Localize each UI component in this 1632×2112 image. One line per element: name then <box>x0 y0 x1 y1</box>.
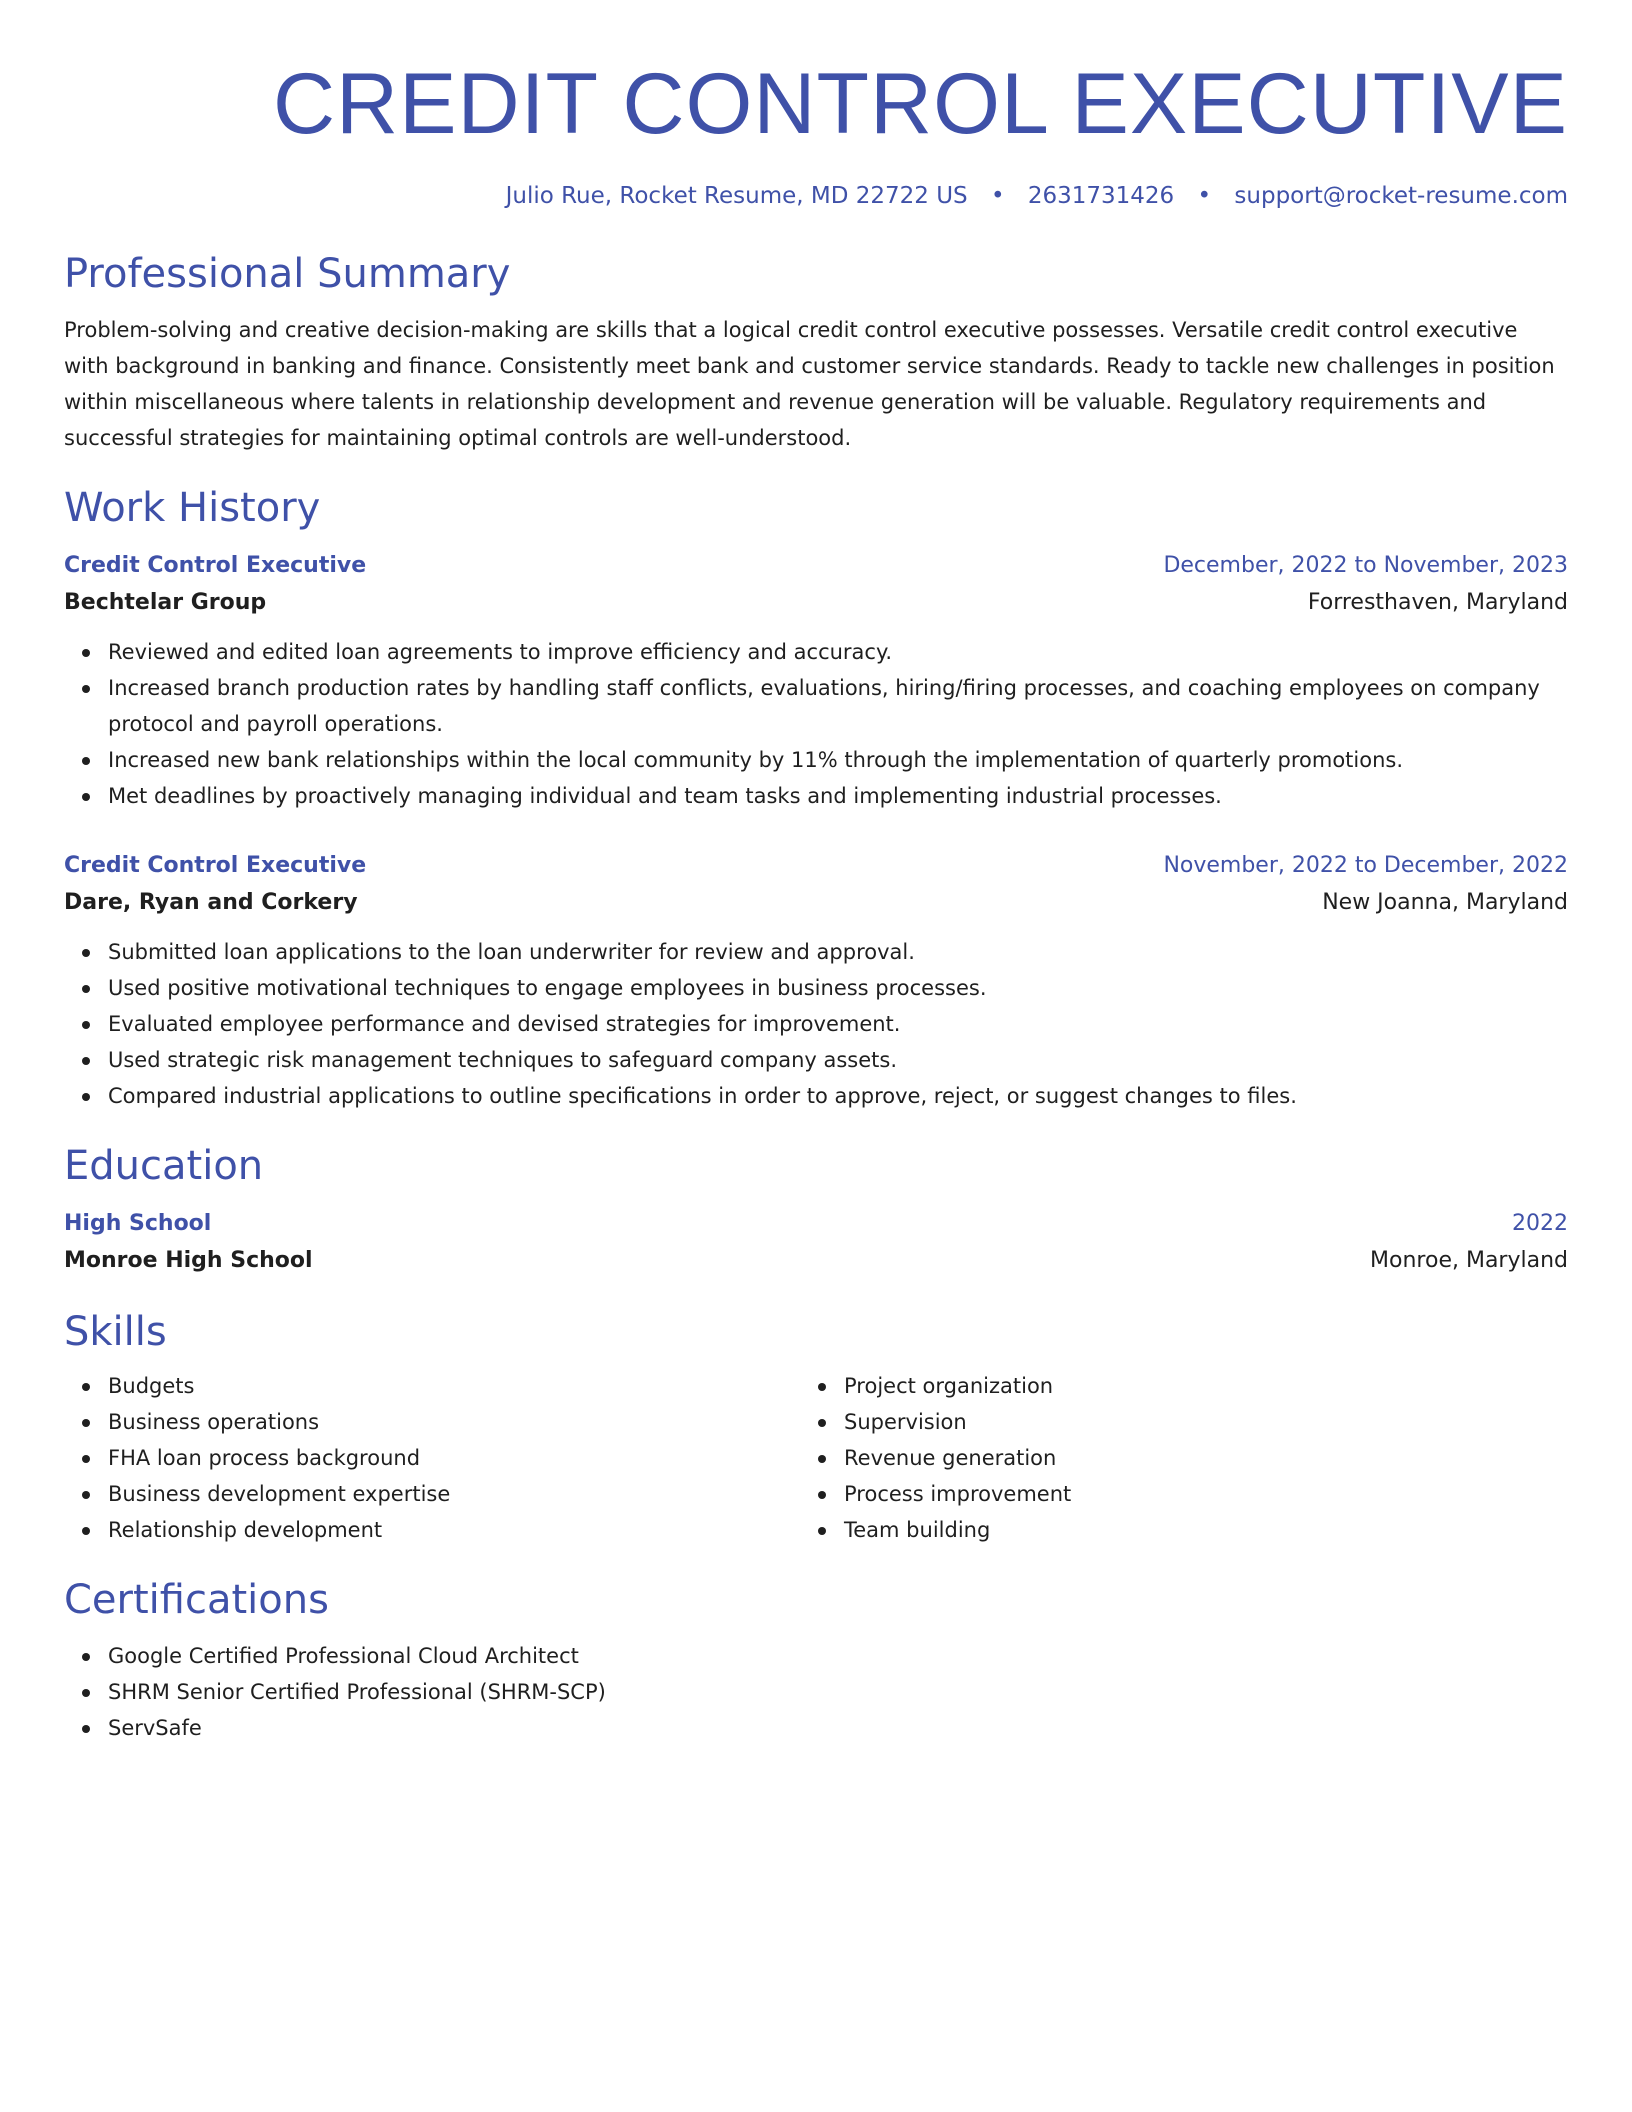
certifications-section <box>64 1574 1568 1746</box>
job-bullets <box>64 634 1568 814</box>
certifications-list <box>64 1638 1568 1746</box>
job-company-row <box>64 584 1568 622</box>
certification-item: Google Certified Professional Cloud Architect <box>108 1638 1568 1674</box>
job-bullet: Compared industrial applications to outline specifications in order to approve, reject, or suggest changes to files. <box>108 1078 1568 1114</box>
skills-list-right <box>800 1368 1536 1548</box>
job-entry <box>64 548 1568 814</box>
work-history-section <box>64 482 1568 1114</box>
resume-header <box>64 52 1568 212</box>
job-entry <box>64 848 1568 1114</box>
skill-item: Project organization <box>844 1368 1536 1404</box>
skill-item: FHA loan process background <box>108 1440 800 1476</box>
skill-item: Budgets <box>108 1368 800 1404</box>
section-heading-work: Work History <box>64 485 321 531</box>
skill-item: Business operations <box>108 1404 800 1440</box>
job-dates: December, 2022 to November, 2023 <box>1163 553 1568 578</box>
job-bullet: Increased branch production rates by handling staff conflicts, evaluations, hiring/firing processes, and coaching employees on company protocol and payroll operations. <box>108 670 1568 742</box>
section-heading-skills: Skills <box>64 1309 167 1355</box>
section-heading-summary: Professional Summary <box>64 251 511 297</box>
job-bullet: Evaluated employee performance and devised strategies for improvement. <box>108 1006 1568 1042</box>
education-year: 2022 <box>1512 1211 1568 1236</box>
contact-separator: • <box>1197 183 1212 209</box>
page-title: CREDIT CONTROL EXECUTIVE <box>272 56 1568 152</box>
contact-line <box>64 180 1568 212</box>
section-heading-education: Education <box>64 1143 264 1189</box>
job-role: Credit Control Executive <box>64 553 367 578</box>
job-role: Credit Control Executive <box>64 853 367 878</box>
education-entry <box>64 1206 1568 1280</box>
certification-item: SHRM Senior Certified Professional (SHRM-SCP) <box>108 1674 1568 1710</box>
skill-item: Supervision <box>844 1404 1536 1440</box>
job-company: Bechtelar Group <box>64 590 267 615</box>
job-title-row <box>64 548 1568 584</box>
skill-item: Relationship development <box>108 1512 800 1548</box>
skill-item: Team building <box>844 1512 1536 1548</box>
job-bullet: Used positive motivational techniques to engage employees in business processes. <box>108 970 1568 1006</box>
summary-section <box>64 248 1568 456</box>
job-bullet: Reviewed and edited loan agreements to improve efficiency and accuracy. <box>108 634 1568 670</box>
job-bullet: Submitted loan applications to the loan underwriter for review and approval. <box>108 934 1568 970</box>
education-school-row <box>64 1242 1568 1280</box>
contact-phone: 2631731426 <box>1027 183 1175 209</box>
skills-section <box>64 1306 1568 1548</box>
section-heading-certifications: Certifications <box>64 1577 329 1623</box>
job-bullet: Met deadlines by proactively managing individual and team tasks and implementing industrial processes. <box>108 778 1568 814</box>
job-location: Forresthaven, Maryland <box>1307 590 1568 615</box>
summary-text: Problem-solving and creative decision-making are skills that a logical credit control executive possesses. Versatile credit control executive with background in banking and finance. Consistently meet bank and customer service standards. Ready to tackle new challenges in position within miscellaneous where talents in relationship development and revenue generation will be valuable. Regulatory requirements and successful strategies for maintaining optimal controls are well-understood. <box>64 318 1555 450</box>
skill-item: Business development expertise <box>108 1476 800 1512</box>
education-degree-row <box>64 1206 1568 1242</box>
skills-list-left <box>64 1368 800 1548</box>
certification-item: ServSafe <box>108 1710 1568 1746</box>
skill-item: Revenue generation <box>844 1440 1536 1476</box>
contact-address: Julio Rue, Rocket Resume, MD 22722 US <box>505 183 968 209</box>
education-section <box>64 1140 1568 1280</box>
education-school: Monroe High School <box>64 1248 313 1273</box>
job-bullets <box>64 934 1568 1114</box>
skill-item: Process improvement <box>844 1476 1536 1512</box>
job-title-row <box>64 848 1568 884</box>
job-dates: November, 2022 to December, 2022 <box>1163 853 1568 878</box>
job-company-row <box>64 884 1568 922</box>
education-location: Monroe, Maryland <box>1370 1248 1568 1273</box>
contact-separator: • <box>990 183 1005 209</box>
contact-email: support@rocket-resume.com <box>1234 183 1568 209</box>
job-bullet: Used strategic risk management techniques to safeguard company assets. <box>108 1042 1568 1078</box>
job-location: New Joanna, Maryland <box>1322 890 1568 915</box>
education-degree: High School <box>64 1211 212 1236</box>
skills-grid <box>64 1368 1568 1548</box>
job-bullet: Increased new bank relationships within the local community by 11% through the implementation of quarterly promotions. <box>108 742 1568 778</box>
job-company: Dare, Ryan and Corkery <box>64 890 358 915</box>
